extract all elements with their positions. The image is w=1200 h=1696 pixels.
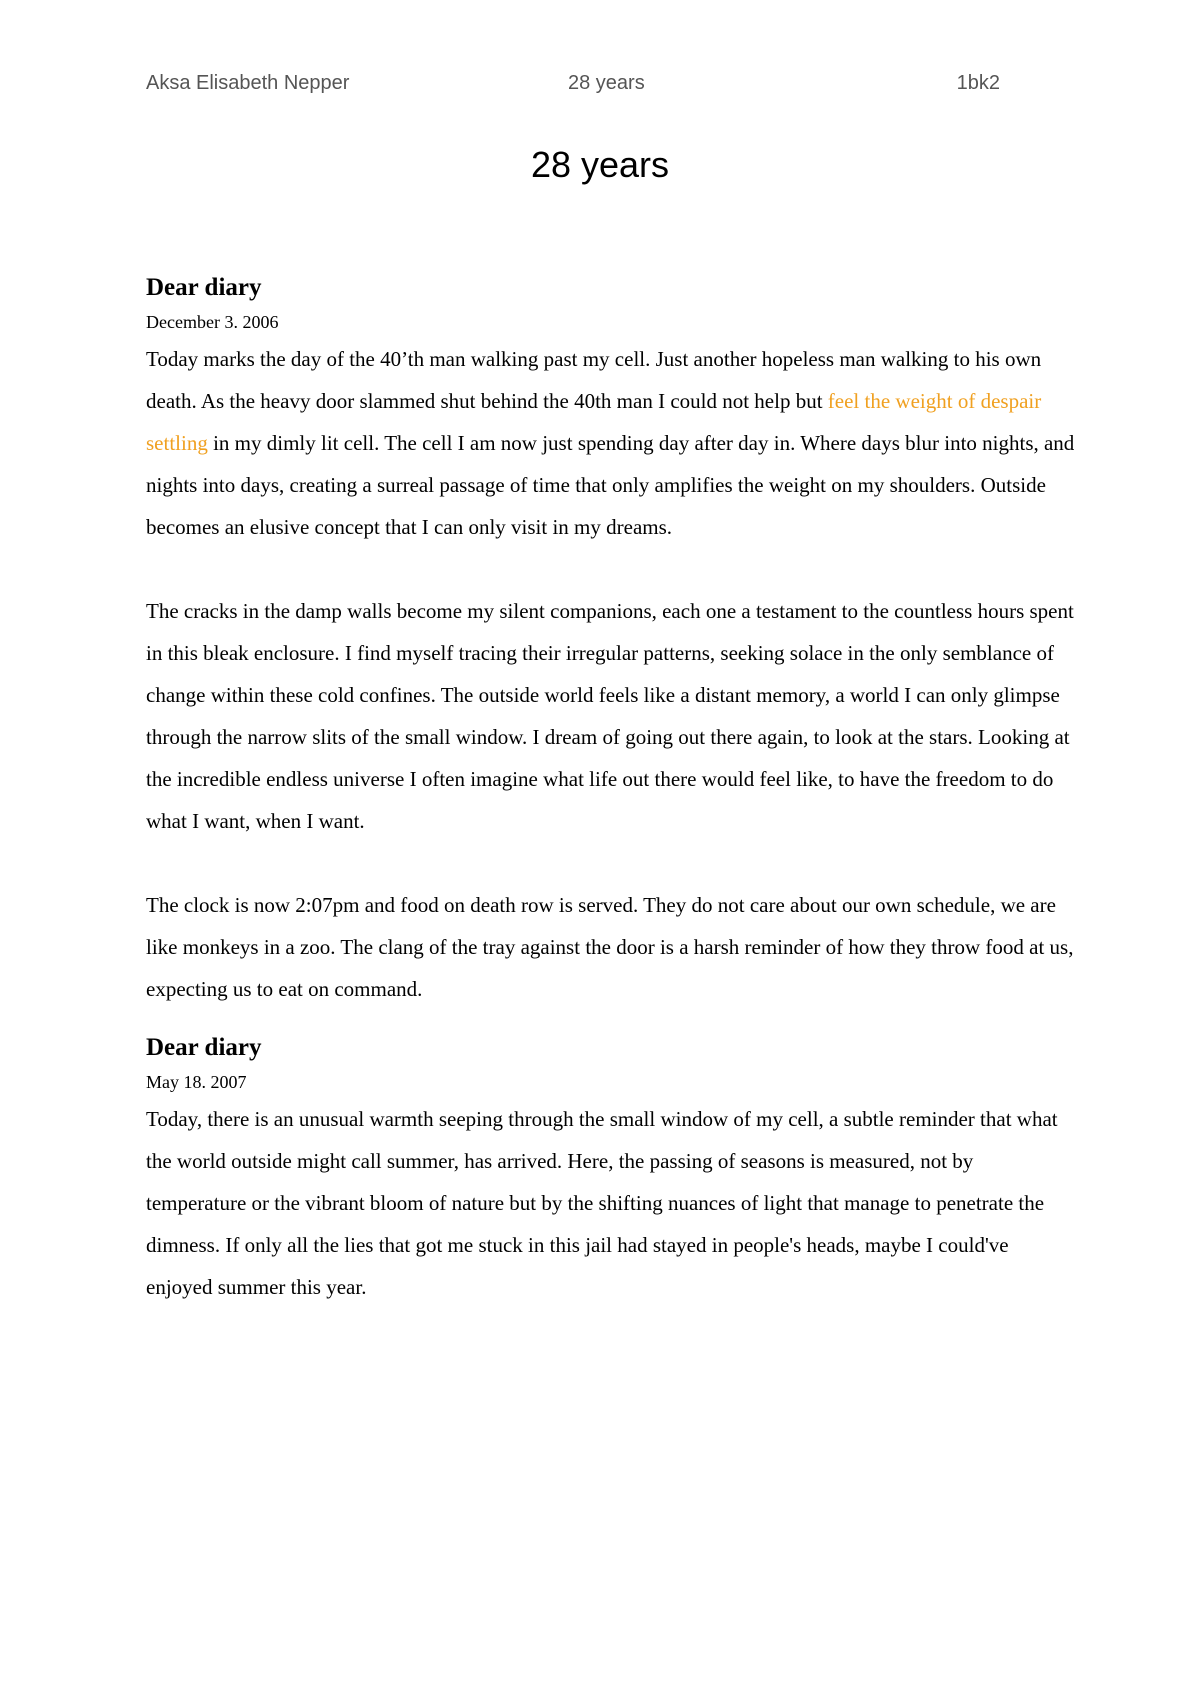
document-body	[146, 270, 1076, 1308]
header-author: Aksa Elisabeth Nepper	[146, 72, 350, 94]
paragraph-text: Today marks the day of the 40’th man walking past my cell. Just another hopeless man walking to his own death. As the heavy door slammed shut behind the 40th man I could not help but	[146, 347, 1042, 413]
entry-paragraph: The clock is now 2:07pm and food on death row is served. They do not care about our own schedule, we are like monkeys in a zoo. The clang of the tray against the door is a harsh reminder of how they throw food at us, expecting us to eat on command.	[146, 893, 1074, 1001]
entry-date: May 18. 2007	[146, 1072, 247, 1092]
header-code: 1bk2	[956, 72, 1000, 94]
highlighted-phrase: feel the weight of despair settling	[146, 389, 1042, 455]
diary-entry-2	[146, 1030, 1076, 1308]
entry-paragraph: The cracks in the damp walls become my silent companions, each one a testament to the countless hours spent in this bleak enclosure. I find myself tracing their irregular patterns, seeking solace in the only semblance of change within these cold confines. The outside world feels like a distant memory, a world I can only glimpse through the narrow slits of the small window. I dream of going out there again, to look at the stars. Looking at the incredible endless universe I often imagine what life out there would feel like, to have the freedom to do what I want, when I want.	[146, 599, 1074, 833]
entry-heading: Dear diary	[146, 1034, 262, 1061]
entry-paragraph	[146, 338, 1076, 548]
entry-paragraph: Today, there is an unusual warmth seeping through the small window of my cell, a subtle reminder that what the world outside might call summer, has arrived. Here, the passing of seasons is measured, not by temperature or the vibrant bloom of nature but by the shifting nuances of light that manage to penetrate the dimness. If only all the lies that got me stuck in this jail had stayed in people's heads, maybe I could've enjoyed summer this year.	[146, 1107, 1058, 1299]
document-title: 28 years	[530, 144, 670, 185]
paragraph-text: in my dimly lit cell. The cell I am now just spending day after day in. Where days blur into nights, and nights into days, creating a surreal passage of time that only amplifies the weight on my shoulders. Outside becomes an elusive concept that I can only visit in my dreams.	[146, 431, 1075, 539]
entry-date: December 3. 2006	[146, 312, 279, 332]
diary-entry-1	[146, 270, 1076, 1010]
page-header	[146, 72, 1000, 102]
header-title: 28 years	[568, 72, 645, 94]
entry-heading: Dear diary	[146, 274, 262, 301]
